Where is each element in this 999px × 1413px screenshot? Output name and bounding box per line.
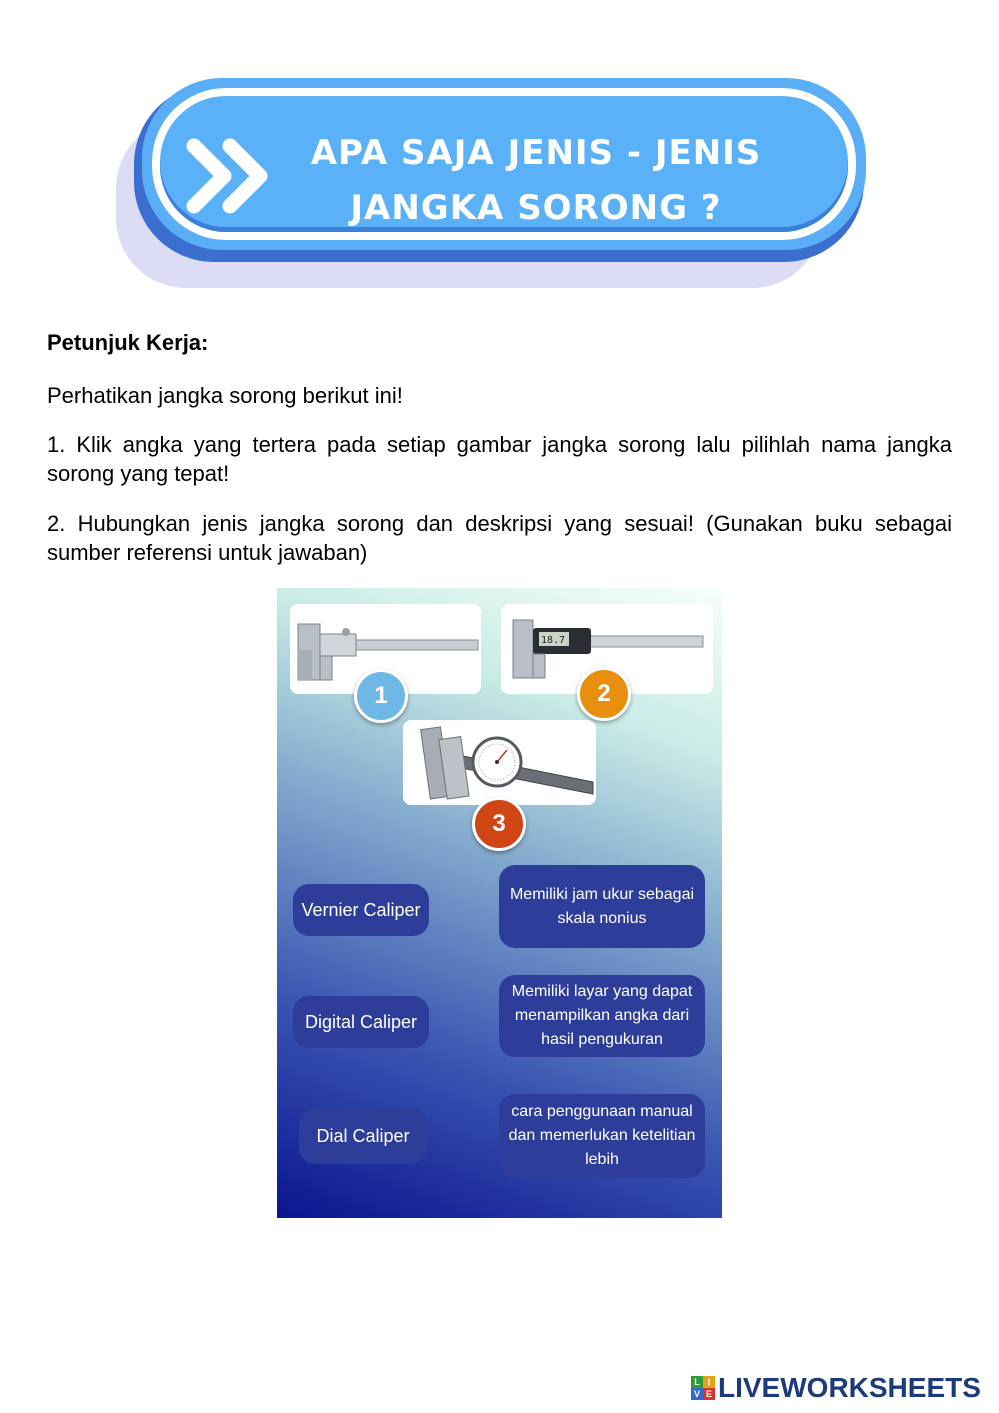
instructions-heading: Petunjuk Kerja: (47, 330, 209, 355)
instructions-step1: 1. Klik angka yang tertera pada setiap gambar jangka sorong lalu pilihlah nama jangka sorong yang tepat! (47, 432, 952, 486)
instructions-intro: Perhatikan jangka sorong berikut ini! (47, 383, 403, 408)
logo-block-v: V (691, 1388, 703, 1400)
dial-caliper-icon (403, 720, 596, 805)
name-digital-caliper[interactable]: Digital Caliper (293, 996, 429, 1048)
activity-panel (277, 588, 722, 1218)
logo-block-e: E (703, 1388, 715, 1400)
dial-caliper-photo (403, 720, 596, 805)
image-number-2-button[interactable]: 2 (577, 667, 631, 721)
instructions-step2: 2. Hubungkan jenis jangka sorong dan deskripsi yang sesuai! (Gunakan buku sebagai sumber referensi untuk jawaban) (47, 511, 952, 565)
description-2[interactable]: Memiliki layar yang dapat menampilkan angka dari hasil pengukuran (499, 975, 705, 1057)
description-1[interactable]: Memiliki jam ukur sebagai skala nonius (499, 865, 705, 948)
description-3[interactable]: cara penggunaan manual dan memerlukan ketelitian lebih (499, 1094, 705, 1178)
image-number-1-button[interactable]: 1 (354, 669, 408, 723)
title-banner (112, 78, 872, 293)
banner-title (282, 126, 790, 236)
logo-text: LIVEWORKSHEETS (718, 1372, 981, 1403)
logo-blocks-icon (691, 1376, 715, 1400)
logo-block-i: I (703, 1376, 715, 1388)
logo-block-l: L (691, 1376, 703, 1388)
double-chevron-right-icon (184, 136, 276, 216)
digital-readout: 18.7 (541, 635, 566, 646)
image-number-3-button[interactable]: 3 (472, 797, 526, 851)
name-dial-caliper[interactable]: Dial Caliper (299, 1108, 427, 1164)
name-vernier-caliper[interactable]: Vernier Caliper (293, 884, 429, 936)
liveworksheets-logo (691, 1372, 981, 1404)
banner-title-line1: APA SAJA JENIS - JENIS (310, 133, 762, 173)
banner-title-line2: JANGKA SORONG ? (350, 188, 722, 228)
